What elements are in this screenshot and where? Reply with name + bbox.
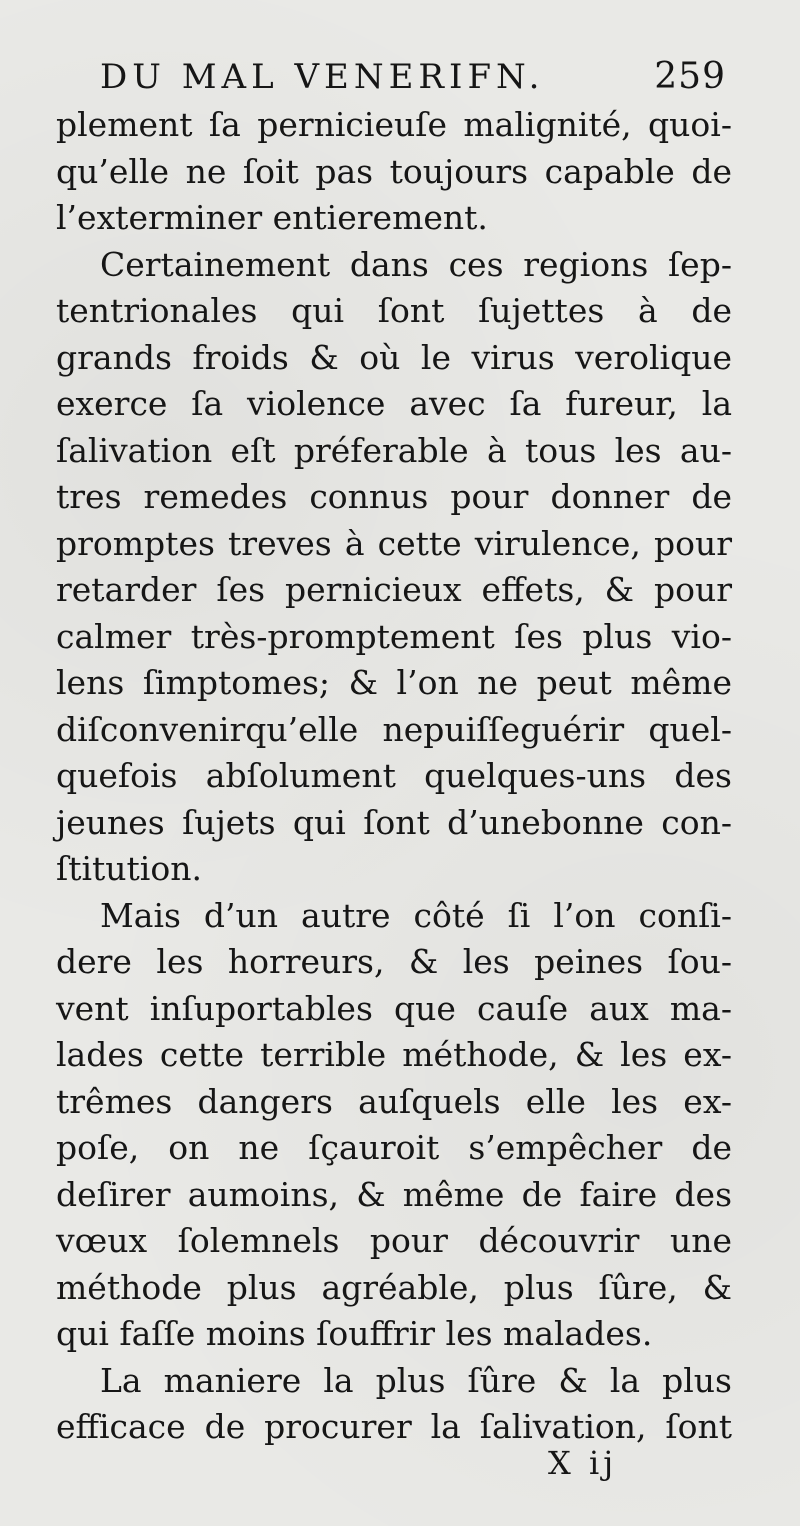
text-line: exerce ſa violence avec ſa fureur, la bbox=[56, 384, 732, 423]
text-line: quefois abſolument quelques-uns des bbox=[56, 756, 732, 795]
text-line: méthode plus agréable, plus ſûre, & bbox=[56, 1267, 732, 1307]
text-line: grands froids & où le virus verolique bbox=[56, 337, 732, 377]
text-line: plement ſa pernicieuſe malignité, quoi- bbox=[56, 105, 732, 144]
text-line: tentrionales qui ſont ſujettes à de bbox=[56, 291, 732, 330]
paragraph-start-line: Certainement dans ces regions ſep- bbox=[100, 244, 732, 284]
text-line: efficace de procurer la ſalivation, ſont bbox=[56, 1407, 732, 1446]
text-line: l’exterminer entierement. bbox=[56, 198, 488, 237]
text-line: ſtitution. bbox=[56, 849, 202, 888]
text-line: vœux ſolemnels pour découvrir une bbox=[56, 1221, 732, 1260]
text-line: ſalivation eſt préferable à tous les au- bbox=[56, 430, 732, 470]
signature-mark: X ij bbox=[548, 1444, 618, 1482]
text-line: lens ſimptomes; & l’on ne peut même bbox=[56, 663, 732, 702]
text-line: deſirer aumoins, & même de faire des bbox=[56, 1174, 732, 1214]
text-line: poſe, on ne ſçauroit s’empêcher de bbox=[56, 1128, 732, 1167]
paragraph-start-line: Mais d’un autre côté ſi l’on conſi- bbox=[100, 895, 732, 935]
text-line: qu’elle ne ſoit pas toujours capable de bbox=[56, 151, 732, 191]
text-line: diſconvenirqu’elle nepuiſſeguérir quel- bbox=[56, 709, 732, 749]
running-title: DU MAL VENERIFN. bbox=[100, 57, 545, 97]
text-line: promptes treves à cette virulence, pour bbox=[56, 523, 732, 563]
page-header bbox=[100, 52, 730, 102]
page-number: 259 bbox=[654, 56, 726, 97]
text-line: vent inſuportables que cauſe aux ma- bbox=[56, 988, 732, 1028]
text-line: lades cette terrible méthode, & les ex- bbox=[56, 1035, 732, 1074]
body-text bbox=[56, 102, 732, 1451]
text-line: qui faſſe moins ſouffrir les malades. bbox=[56, 1314, 653, 1353]
text-line: dere les horreurs, & les peines ſou- bbox=[56, 942, 732, 981]
text-line: trêmes dangers auſquels elle les ex- bbox=[56, 1081, 732, 1121]
text-line: retarder ſes pernicieux effets, & pour bbox=[56, 570, 732, 609]
paragraph-start-line: La maniere la plus ſûre & la plus bbox=[100, 1360, 732, 1400]
text-line: tres remedes connus pour donner de bbox=[56, 477, 732, 516]
text-line: calmer très-promptement ſes plus vio- bbox=[56, 616, 732, 656]
text-line: jeunes ſujets qui ſont d’unebonne con- bbox=[56, 802, 732, 842]
